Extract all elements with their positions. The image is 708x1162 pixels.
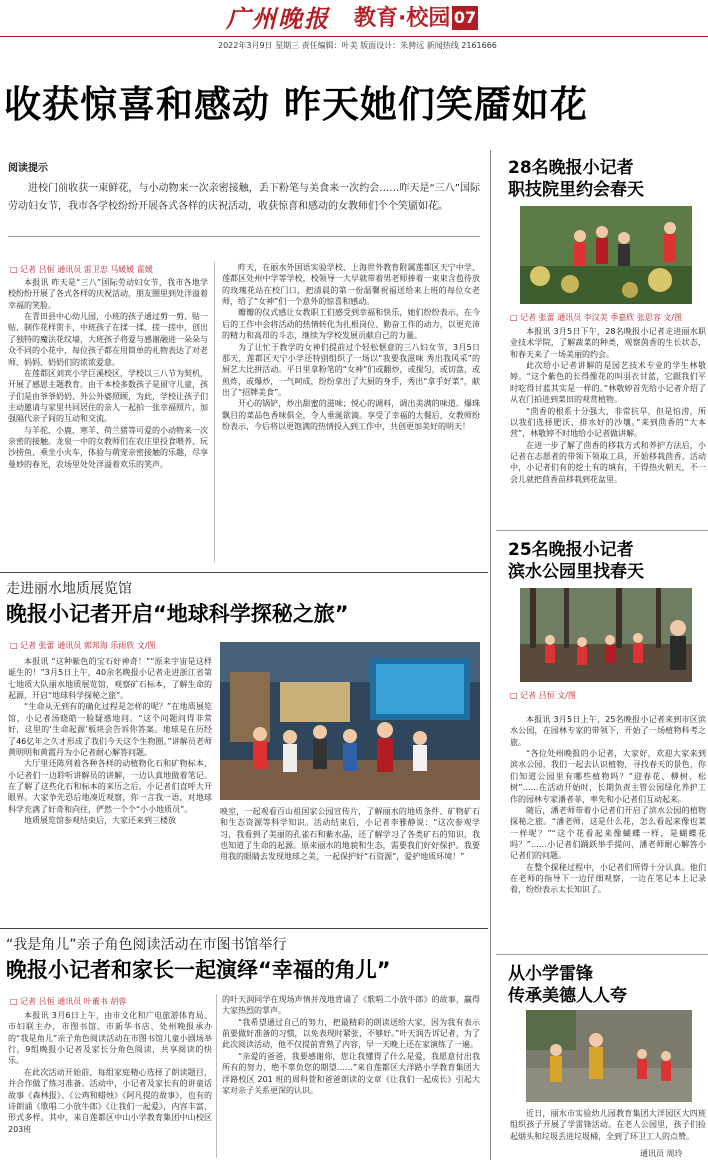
park-para: 随后，潘老师带着小记者们开启了滨水公园的植物探秘之旅。“潘老师，这是什么花，怎么看起来像也菜一样呢？”“这个花看起来像蝴蝶一样，是蝴蝶花吗？”……小记者们踊跃举手提问，潘老师耐心解答小记者们的问题。 <box>510 805 706 861</box>
lead-col2-para: 昨天，在丽水外国语实验学校、上海世外教育附属莲都区天宁中学、莲都区处州中学等学校，校领导一大早就带着男老师捧着一束束含苞待放的玫瑰花站在校门口，把清晨的第一份温馨祝福送给来上班的每位女老师，给了“女神”们一个意外的惊喜和感动。 <box>222 263 480 307</box>
library-headline: 晚报小记者和家长一起演绎“幸福的角儿” <box>6 958 391 982</box>
vocational-headline-line1: 28名晚报小记者 <box>508 158 634 178</box>
library-col2-para: “亲爱的爸爸，我要感谢你，您让我懂得了什么是爱，我愿意付出我所有的努力，绝不辜负您的期望……”来自莲都区大洋路小学教育集团大洋路校区 201 班的周科萱和爸爸朗读的文章《让我们一起成长》引起大家对亲子关系更深的认识。 <box>222 1051 480 1095</box>
museum-column-2 <box>220 806 480 892</box>
tip-rule <box>8 236 480 237</box>
sidebar-rule-1 <box>496 530 708 531</box>
masthead <box>0 0 708 50</box>
library-col1-para: 在此次活动开始前，每组家庭精心选择了朗读题目，并合作做了练习准备。活动中，小记者及家长有的讲童话故事《森林报》、《公鸡和蜡烛》《阿凡提的故事》，也有的诗朗诵《歌唱二小放牛郎》《让我们一起爱》，内容丰富，形式多样。其中，来自莲都区中山小学教育集团中山校区203班 <box>8 1067 212 1134</box>
lead-col2-para: 开心的锅铲，炒出甜蜜的滋味；悦心的调料，调出美满的味道。爆珠飘目的菜品色香味俱全，令人垂涎欲滴。享受了幸福的大餐后，女教师纷纷表示，今后将以更饱满的热情投入到工作中，共创更加美好的明天！ <box>222 399 480 432</box>
library-column-1 <box>8 1010 212 1160</box>
vocational-headline-line2: 职技院里约会春天 <box>508 180 644 200</box>
reading-tip-label: 阅读提示 <box>8 163 48 174</box>
vocational-para: “茴香的根系十分强大，非常抗旱，但是怕涝，所以我们选择肥沃、排水好的沙壤。”来到茴香的“大本营”，林敬婷不时地给小记者做讲解。 <box>510 406 706 439</box>
sidebar-rule <box>490 150 491 1160</box>
museum-col2-para: 映室，一起观看百山祖国家公园宣传片，了解丽水的地质条件、矿物矿石和生态资源等科学知识。活动结束后，小记者李雅静说：“这次参观学习，我看到了美丽的孔雀石和紫水晶，还了解学习了各类矿石的知识，我也知道了生命的起源。原来丽水的地貌和生态，需要我们好好保护。我要用我的眼睛去发现地球之美，一起保护好“石资源”，爱护地质环境！” <box>220 807 480 862</box>
lead-column-1 <box>8 277 208 567</box>
lead-column-2 <box>222 262 480 562</box>
museum-col1-para: 大厅里还陈列着各种各样的动植物化石和矿物标本，小记者们一边聆听讲解员的讲解，一边认真地做着笔记。在了解了这些化石和标本的来历之后，小记者们直呼大开眼界。大家争先恐后地凑近观察，你一言我一语，对地球科学充满了好奇和向往，俨然一个个“小小地质员”。 <box>8 759 212 814</box>
lead-headline: 收获惊喜和感动 昨天她们笑靥如花 <box>4 83 588 126</box>
park-photo-illustration <box>520 588 692 682</box>
lead-col1-para: 与羊驼、小鹿、寒羊、荷兰猪等可爱的小动物来一次亲密的接触。龙泉一中的女教师们在农庄里投食喂养、玩沙捞鱼、乘坐小火车，体验与萌宠亲密接触的乐趣，尽享曼妙的春光，农场里处处洋溢着欢乐的笑声。 <box>8 425 208 469</box>
park-para: 在整个探秘过程中，小记者们所得十分认真。他们在老师的指导下一边仔细观察，一边在笔记本上记录着，纷纷表示太长知识了。 <box>510 862 706 895</box>
lead-byline: □ 记者 吕恒 通讯员 雷卫忠 马媛媛 霍媛 <box>10 264 210 275</box>
park-headline-line1: 25名晚报小记者 <box>508 540 634 560</box>
museum-byline: □ 记者 张蕾 通讯员 郭邦海 乐雨欣 文/图 <box>10 640 290 651</box>
library-column-rule <box>216 994 217 1158</box>
lead-col1-para: 在莲都区刘宾小学巨溪校区，学校以三八节为契机，开展了感恩主题教育。由于本校多数孩子是留守儿童，孩子们是由爷爷奶奶、外公外婆照顾，为此，学校让孩子们主动邀请与家里共同居住的亲人一起拍一张幸福照片，加强隔代亲子间的互动和交流。 <box>8 368 208 424</box>
vocational-para: 本报讯 3月5日下午，28名晚报小记者走进丽水职业技术学院，了解蔬菜的种类，观察茵香的生长状态，和春天来了一场美丽的约会。 <box>510 327 706 359</box>
vocational-para: 在进一步了解了茴香的移栽方式和养护方法后，小记者在志愿者的带领下领取工具，开始移栽茴香。活动中，小记者们有的挖土有的填有，干得热火朝天，不一会儿就把茴香苗移栽到花盆里。 <box>510 440 706 484</box>
masthead-rule <box>0 36 708 37</box>
virtue-photo-illustration <box>526 1010 692 1102</box>
section-rule-2 <box>0 928 488 929</box>
virtue-credit: 通讯员 周玲 <box>640 1149 683 1158</box>
museum-column-1 <box>8 656 212 888</box>
museum-col1-para: 本报讯 “这种紫色的宝石好神奇！”“原来宇宙是这样诞生的！”3月5日上午，40余名晚报小记者走进浙江省第七地质大队丽水地质展览馆，观察矿石标本，了解生命的起源，开启“地球科学探秘之旅”。 <box>8 657 212 701</box>
masthead-logo: 广州晚报 <box>226 4 330 33</box>
masthead-section: 教育·校园 <box>354 6 451 31</box>
park-para: 本报讯 3月5日上午，25名晚报小记者来到市区滨水公园，在园林专家的带领下，开始了一场植物科考之旅。 <box>510 715 706 747</box>
museum-kicker: 走进丽水地质展览馆 <box>6 581 132 597</box>
park-photo <box>520 588 692 682</box>
virtue-caption-text: 近日，丽水市实验幼儿园教育集团大洋园区大四班组织孩子开展了学雷锋活动。在老人公园里，孩子们捡起烟头和垃圾丢进垃圾桶，全到了环卫工人的点赞。 <box>510 1109 706 1141</box>
museum-col1-para: 地质展览馆参观结束后，大家还来到三楼放 <box>24 816 176 826</box>
park-body <box>510 714 706 944</box>
virtue-headline-line1: 从小学雷锋 <box>508 964 593 984</box>
lead-column-rule <box>214 262 215 562</box>
virtue-photo <box>526 1010 692 1102</box>
library-kicker: “我是角儿”亲子角色阅读活动在市图书馆举行 <box>6 937 287 953</box>
vocational-para: 此次给小记者讲解的是园艺技术专业的学生林敬婷。“这个紫色的长得像花的叫羽衣甘蓝，它跟我们平时吃得甘蓝其实是一样的。”林敬婷首先给小记者介绍了从农门拍进到菜田的观赏植物。 <box>510 361 706 405</box>
lead-col2-para: 瓣瓣的仪式感让女教职工们感受到幸福和快乐，她们纷纷表示，在今后的工作中会将活动的热情转化为扎根岗位、勤奋工作的动力，以更充沛的精力和高昂的斗志，继续为学校发展贡献自己的力量。 <box>222 308 480 341</box>
lead-col1-para: 本报讯 昨天是“三八”国际劳动妇女节，我市各地学校纷纷开展了各式各样的庆祝活动，朋友圈里到处洋溢着幸福的笑脸。 <box>8 278 208 310</box>
section-rule <box>0 572 488 573</box>
library-col2-para: “我希望通过自己的努力，把最精彩的朗读送给大家，因为我有表示前要做好准备的习惯，以免表现时紧张，不够好。”叶天润告诉记者，为了此次阅读活动，他不仅提前背熟了内容，早一天晚上还在家演练了一遍。 <box>222 1017 480 1050</box>
park-byline: □ 记者 吕恒 文/图 <box>510 690 706 701</box>
park-para: “各位处州晚报的小记者，大家好，欢迎大家来到滨水公园，我们一起去认识植物，寻找春天的景色，你们知道公园里有哪些植物吗？”迎春花、柳树、松树”……在活动开始时，长期负责主管公园绿化养护工作的园林专家潘者菲，率先和小记者们互动起来。 <box>510 749 706 804</box>
sidebar-rule-2 <box>496 954 708 955</box>
museum-headline: 晚报小记者开启“地球科学探秘之旅” <box>6 602 349 626</box>
museum-photo-illustration <box>220 642 480 800</box>
masthead-info: 2022年3月9日 星期三 责任编辑：叶美 版面设计：朱骋远 新闻热线 2161666 <box>218 41 497 50</box>
virtue-headline-line2: 传承美德人人夸 <box>508 986 627 1006</box>
lead-col2-para: 为了让忙于教学的女神们提前过个轻松惬意的三八妇女节，3月5日那天，莲都区天宁小学还特别组织了一场以“我要我滋味 秀出我风采”的厨艺大比拼活动。平日里拿粉笔的“女神”们或翻炒，或搅匀，或切盘，或煎炸，或爆炒，一气呵成，纷纷拿出了大厨的身手，秀出“拿手好菜”，献出了“招牌美食”。 <box>222 342 480 397</box>
park-headline-line2: 滨水公园里找春天 <box>508 562 644 582</box>
vocational-body <box>510 326 706 526</box>
page-number-badge: 07 <box>452 6 478 30</box>
library-col1-para: 本报讯 3月6日上午，由市文化和广电旅游体育局、市妇联主办，市图书馆、市新华书店、处州晚报承办的“我是角儿”亲子角色阅读活动在市图书馆儿童小剧场举行，9组晚报小记者及家长分角色阅读，共享阅读的快乐。 <box>8 1011 212 1066</box>
vocational-photo <box>520 206 692 304</box>
library-col2-para: 的叶天润同学在现场声情并茂地背诵了《歌唱二小放牛郎》的故事，赢得大家热烈的掌声。 <box>222 995 480 1016</box>
vocational-photo-illustration <box>520 206 692 304</box>
reading-tip-text: 进校门前收获一束鲜花，与小动物来一次亲密接触，丢下粉笔与美食来一次约会……昨天是“三八”国际劳动妇女节，我市各学校纷纷开展各式各样的庆祝活动，收获惊喜和感动的女教师们个个笑靥如花。 <box>8 183 480 212</box>
vocational-byline: □ 记者 张蕾 通讯员 李汉美 季嘉欣 张思容 文/图 <box>510 312 706 323</box>
museum-photo <box>220 642 480 800</box>
museum-col1-para: “生命从无到有的确化过程是怎样的呢？”在地质展览馆，小记者汤晓皓一脸疑惑地问。“这个问题问得非常好，这里的‘生命起源’板块会告诉你答案。地球是在历经了46亿年之久才形成了我们今天这个生物圈。”讲解员老师黄明明和黄霞丹为小记者耐心解答问题。 <box>8 702 212 757</box>
library-column-2 <box>222 994 480 1160</box>
library-byline: □ 记者 吕恒 通讯员 叶董书 胡蓉 <box>10 996 214 1007</box>
lead-col1-para: 在青田县中心幼儿园，小班的孩子通过剪一剪、贴一贴，制作花样贺卡，中班孩子在揉一揉、搓一搓中，创出了独特的魔法花纹墙，大班孩子将爱与感谢融进一朵朵与众不同的小花中，每位孩子都在用简单的礼物表达了对老师、妈妈、奶奶们的浓浓爱意。 <box>8 312 208 367</box>
